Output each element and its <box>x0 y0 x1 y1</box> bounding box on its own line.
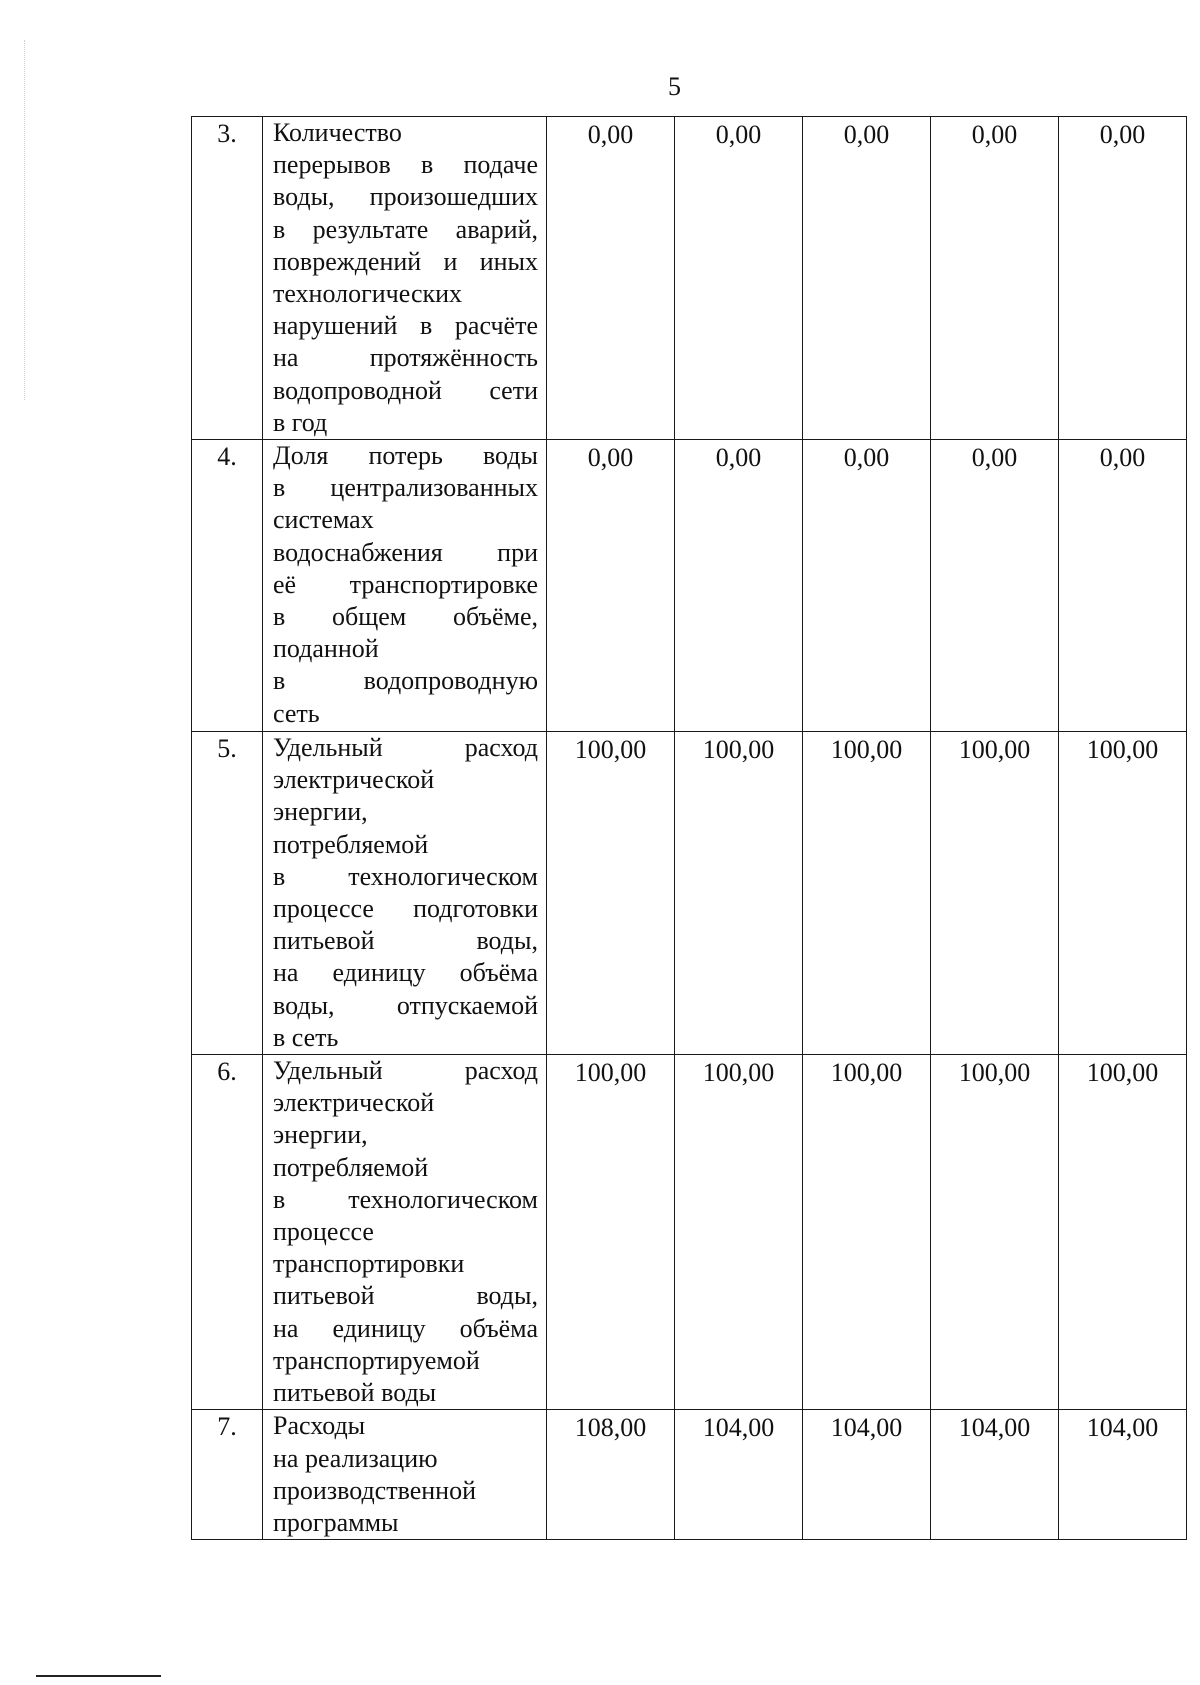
description-line: технологических <box>273 279 463 309</box>
description-line: Удельный расход <box>273 1056 538 1086</box>
value-cell-year-2: 104,00 <box>675 1410 803 1540</box>
value-cell-year-4: 0,00 <box>931 117 1059 440</box>
value-cell-year-3: 0,00 <box>803 440 931 732</box>
indicator-description <box>263 440 547 732</box>
description-line: поданной <box>273 634 379 664</box>
description-line: электрической <box>273 765 435 795</box>
table-body <box>192 117 1187 1540</box>
description-line: энергии, <box>273 797 368 827</box>
description-line: энергии, <box>273 1120 368 1150</box>
value-cell-year-3: 104,00 <box>803 1410 931 1540</box>
value-cell-year-1: 0,00 <box>547 117 675 440</box>
description-line: на единицу объёма <box>273 1313 538 1343</box>
description-line: в год <box>273 407 328 437</box>
value-cell-year-1: 100,00 <box>547 1055 675 1410</box>
value-cell-year-4: 104,00 <box>931 1410 1059 1540</box>
description-line: производственной <box>273 1475 476 1505</box>
description-line: нарушений в расчёте <box>273 311 538 341</box>
table-row <box>192 117 1187 440</box>
description-line: повреждений и иных <box>273 246 538 276</box>
description-line: воды, отпускаемой <box>273 990 538 1020</box>
description-line: транспортировки <box>273 1249 465 1279</box>
description-line: водоснабжения при <box>273 537 538 567</box>
description-line: в результате аварий, <box>273 214 538 244</box>
description-line: питьевой воды, <box>273 926 538 956</box>
description-line: водопроводной сети <box>273 375 538 405</box>
value-cell-year-3: 0,00 <box>803 117 931 440</box>
description-line: на единицу объёма <box>273 958 538 988</box>
description-line: её транспортировке <box>273 569 538 599</box>
description-line: системах <box>273 505 374 535</box>
indicator-description <box>263 117 547 440</box>
description-line: перерывов в подаче <box>273 150 538 180</box>
description-line: на реализацию <box>273 1443 438 1473</box>
description-line: в технологическом <box>273 861 538 891</box>
description-line: в сеть <box>273 1022 339 1052</box>
row-number: 7. <box>192 1410 263 1540</box>
table-row <box>192 1055 1187 1410</box>
description-line: Доля потерь воды <box>273 441 538 471</box>
table-row <box>192 732 1187 1055</box>
value-cell-year-5: 0,00 <box>1059 440 1187 732</box>
description-line: программы <box>273 1507 399 1537</box>
description-line: Количество <box>273 118 402 147</box>
description-line: потребляемой <box>273 1152 429 1182</box>
description-line: в общем объёме, <box>273 602 538 632</box>
value-cell-year-3: 100,00 <box>803 1055 931 1410</box>
description-line: в централизованных <box>273 473 538 503</box>
value-cell-year-4: 100,00 <box>931 1055 1059 1410</box>
value-cell-year-1: 100,00 <box>547 732 675 1055</box>
table-row <box>192 1410 1187 1540</box>
description-line: процессе <box>273 1217 374 1247</box>
value-cell-year-5: 100,00 <box>1059 732 1187 1055</box>
table-row <box>192 440 1187 732</box>
value-cell-year-1: 0,00 <box>547 440 675 732</box>
description-line: Удельный расход <box>273 733 538 763</box>
description-line: транспортируемой <box>273 1345 480 1375</box>
description-line: питьевой воды, <box>273 1281 538 1311</box>
value-cell-year-5: 104,00 <box>1059 1410 1187 1540</box>
row-number: 6. <box>192 1055 263 1410</box>
value-cell-year-5: 100,00 <box>1059 1055 1187 1410</box>
value-cell-year-3: 100,00 <box>803 732 931 1055</box>
row-number: 3. <box>192 117 263 440</box>
description-line: потребляемой <box>273 829 429 859</box>
value-cell-year-4: 100,00 <box>931 732 1059 1055</box>
description-line: сеть <box>273 698 320 728</box>
margin-scan-artifact <box>24 40 26 400</box>
indicator-description <box>263 1055 547 1410</box>
description-line: электрической <box>273 1088 435 1118</box>
description-line: в водопроводную <box>273 666 538 696</box>
indicators-table <box>191 116 1187 1540</box>
value-cell-year-4: 0,00 <box>931 440 1059 732</box>
page-number: 5 <box>668 72 681 101</box>
value-cell-year-2: 100,00 <box>675 732 803 1055</box>
description-line: процессе подготовки <box>273 894 538 924</box>
description-line: питьевой воды <box>273 1378 437 1408</box>
value-cell-year-2: 100,00 <box>675 1055 803 1410</box>
footnote-rule <box>36 1675 161 1677</box>
indicator-description <box>263 1410 547 1540</box>
value-cell-year-2: 0,00 <box>675 440 803 732</box>
description-line: воды, произошедших <box>273 182 538 212</box>
description-line: на протяжённость <box>273 343 538 373</box>
row-number: 4. <box>192 440 263 732</box>
indicator-description <box>263 732 547 1055</box>
value-cell-year-5: 0,00 <box>1059 117 1187 440</box>
description-line: Расходы <box>273 1411 366 1441</box>
value-cell-year-2: 0,00 <box>675 117 803 440</box>
row-number: 5. <box>192 732 263 1055</box>
value-cell-year-1: 108,00 <box>547 1410 675 1540</box>
description-line: в технологическом <box>273 1184 538 1214</box>
